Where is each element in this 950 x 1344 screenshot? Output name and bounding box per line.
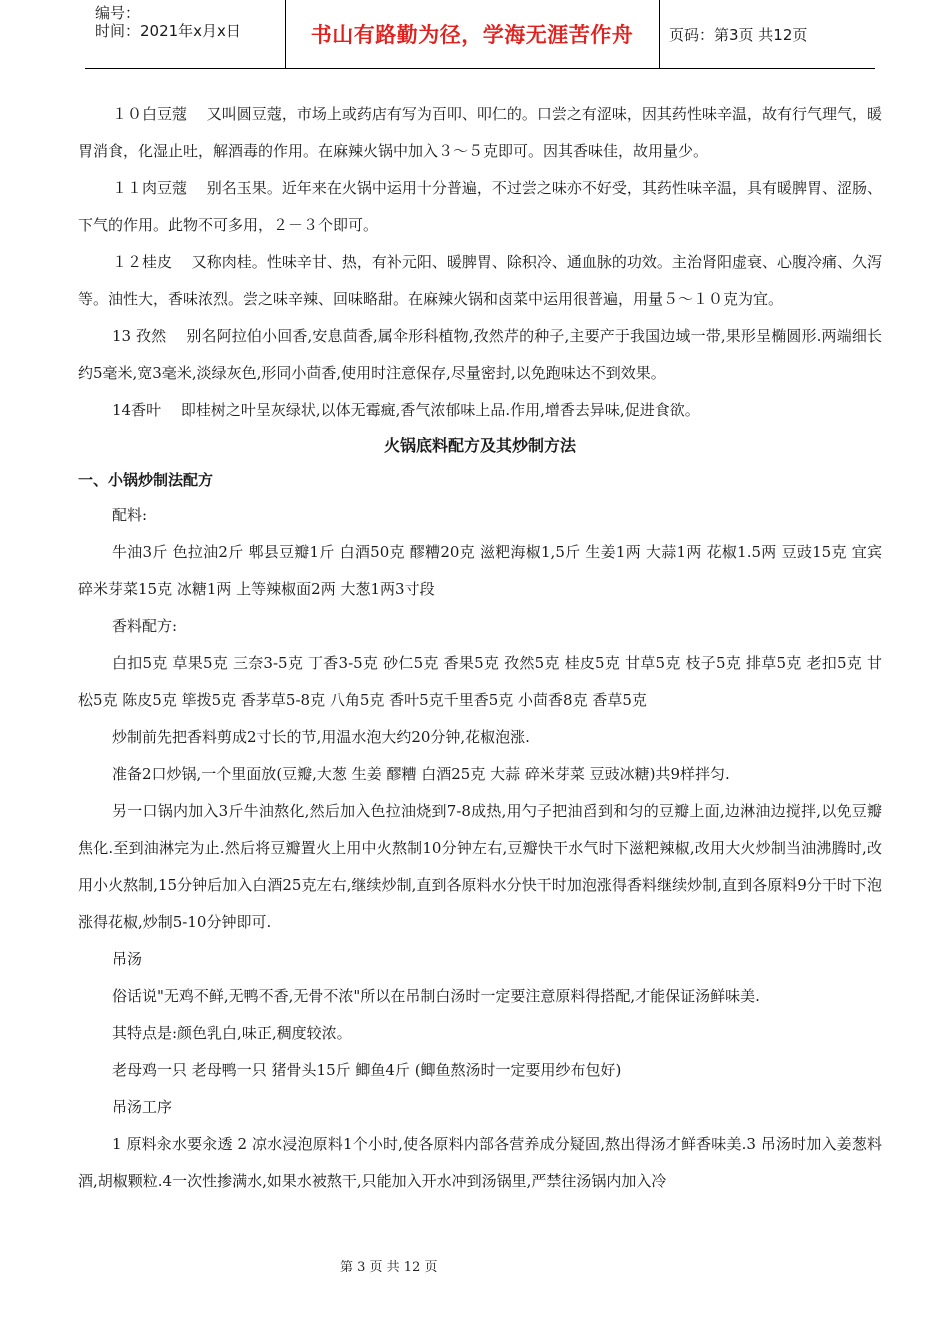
- soup-process: 1 原料汆水要汆透 2 凉水浸泡原料1个小时,使各原料内部各营养成分疑固,熬出得汤才鲜香味美.3 吊汤时加入姜葱料酒,胡椒颗粒.4一次性掺满水,如果水被熬干,只能加入开水冲到汤锅里,严禁往汤锅内加入冷: [78, 1135, 882, 1190]
- ingredients-list: 牛油3斤 色拉油2斤 郫县豆瓣1斤 白酒50克 醪糟20克 滋粑海椒1,5斤 生姜1两 大蒜1两 花椒1.5两 豆豉15克 宜宾碎米芽菜15克 冰糖1两 上等辣椒面2两 大葱1两3寸段: [78, 543, 882, 598]
- section-title: 火锅底料配方及其炒制方法: [383, 436, 576, 455]
- ingredients-label: 配料:: [112, 506, 148, 524]
- step-prepare: 准备2口炒锅,一个里面放(豆瓣,大葱 生姜 醪糟 白酒25克 大蒜 碎米芽菜 豆豉冰糖)共9样拌匀.: [112, 765, 730, 783]
- section-heading: 一、小锅炒制法配方: [78, 471, 214, 489]
- soup-saying: 俗话说"无鸡不鲜,无鸭不香,无骨不浓"所以在吊制白汤时一定要注意原料得搭配,才能保证汤鲜味美.: [112, 987, 760, 1005]
- header-page-info: 页码：第3页 共12页: [669, 25, 808, 44]
- document-body: [78, 96, 882, 1200]
- page-footer: 第 3 页 共 12 页: [340, 1260, 438, 1275]
- paragraph-xiang-ye: 14香叶 即桂树之叶呈灰绿状,以体无霉癍,香气浓郁味上品.作用,增香去异味,促进食欲。: [112, 401, 700, 419]
- soup-ingredients: 老母鸡一只 老母鸭一只 猪骨头15斤 鲫鱼4斤 (鲫鱼熬汤时一定要用纱布包好): [112, 1061, 622, 1079]
- page-header: [85, 0, 875, 69]
- spice-label: 香料配方:: [112, 617, 178, 635]
- soup-process-label: 吊汤工序: [112, 1098, 173, 1116]
- paragraph-gui-pi: １２桂皮 又称肉桂。性味辛甘、热，有补元阳、暖脾胃、除积冷、通血脉的功效。主治肾阳虚衰、心腹冷痛、久泻等。油性大，香味浓烈。尝之味辛辣、回味略甜。在麻辣火锅和卤菜中运用很普遍，用量５～１０克为宜。: [78, 253, 882, 308]
- paragraph-rou-dou-kou: １１肉豆蔻 别名玉果。近年来在火锅中运用十分普遍，不过尝之味亦不好受，其药性味辛温，具有暖脾胃、涩肠、下气的作用。此物不可多用，２－３个即可。: [78, 179, 882, 234]
- soup-feature: 其特点是:颜色乳白,味正,稠度较浓。: [112, 1024, 352, 1042]
- step-fry: 另一口锅内加入3斤牛油熬化,然后加入色拉油烧到7-8成热,用勺子把油舀到和匀的豆瓣上面,边淋油边搅拌,以免豆瓣焦化.至到油淋完为止.然后将豆瓣置火上用中火熬制10分钟左右,豆瓣快干水气时下滋粑辣椒,改用大火炒制当油沸腾时,改用小火熬制,15分钟后加入白酒25克左右,继续炒制,直到各原料水分快干时加泡涨得香料继续炒制,直到各原料9分干时下泡涨得花椒,炒制5-10分钟即可.: [78, 802, 882, 931]
- paragraph-bai-dou-kou: １０白豆蔻 又叫圆豆蔻，市场上或药店有写为百叩、叩仁的。口尝之有涩味，因其药性味辛温，故有行气理气，暖胃消食，化湿止吐，解酒毒的作用。在麻辣火锅中加入３～５克即可。因其香味佳，故用量少。: [78, 105, 882, 160]
- header-motto: 书山有路勤为径，学海无涯苦作舟: [310, 23, 634, 47]
- code-label: 编号：: [95, 4, 141, 22]
- spice-list: 白扣5克 草果5克 三奈3-5克 丁香3-5克 砂仁5克 香果5克 孜然5克 桂皮5克 甘草5克 枝子5克 排草5克 老扣5克 甘松5克 陈皮5克 筚拨5克 香茅草5-8克 八角5克 香叶5克千里香5克 小茴香8克 香草5克: [78, 654, 882, 709]
- header-meta: [85, 0, 285, 68]
- paragraph-zi-ran: 13 孜然 别名阿拉伯小回香,安息茴香,属伞形科植物,孜然芹的种子,主要产于我国边域一带,果形呈椭圆形.两端细长约5毫米,宽3毫米,淡绿灰色,形同小茴香,使用时注意保存,尽量密封,以免跑味达不到效果。: [78, 327, 882, 382]
- soup-label: 吊汤: [112, 950, 143, 968]
- step-soak: 炒制前先把香料剪成2寸长的节,用温水泡大约20分钟,花椒泡涨.: [112, 728, 530, 746]
- date-label: 时间：2021年x月x日: [95, 22, 241, 40]
